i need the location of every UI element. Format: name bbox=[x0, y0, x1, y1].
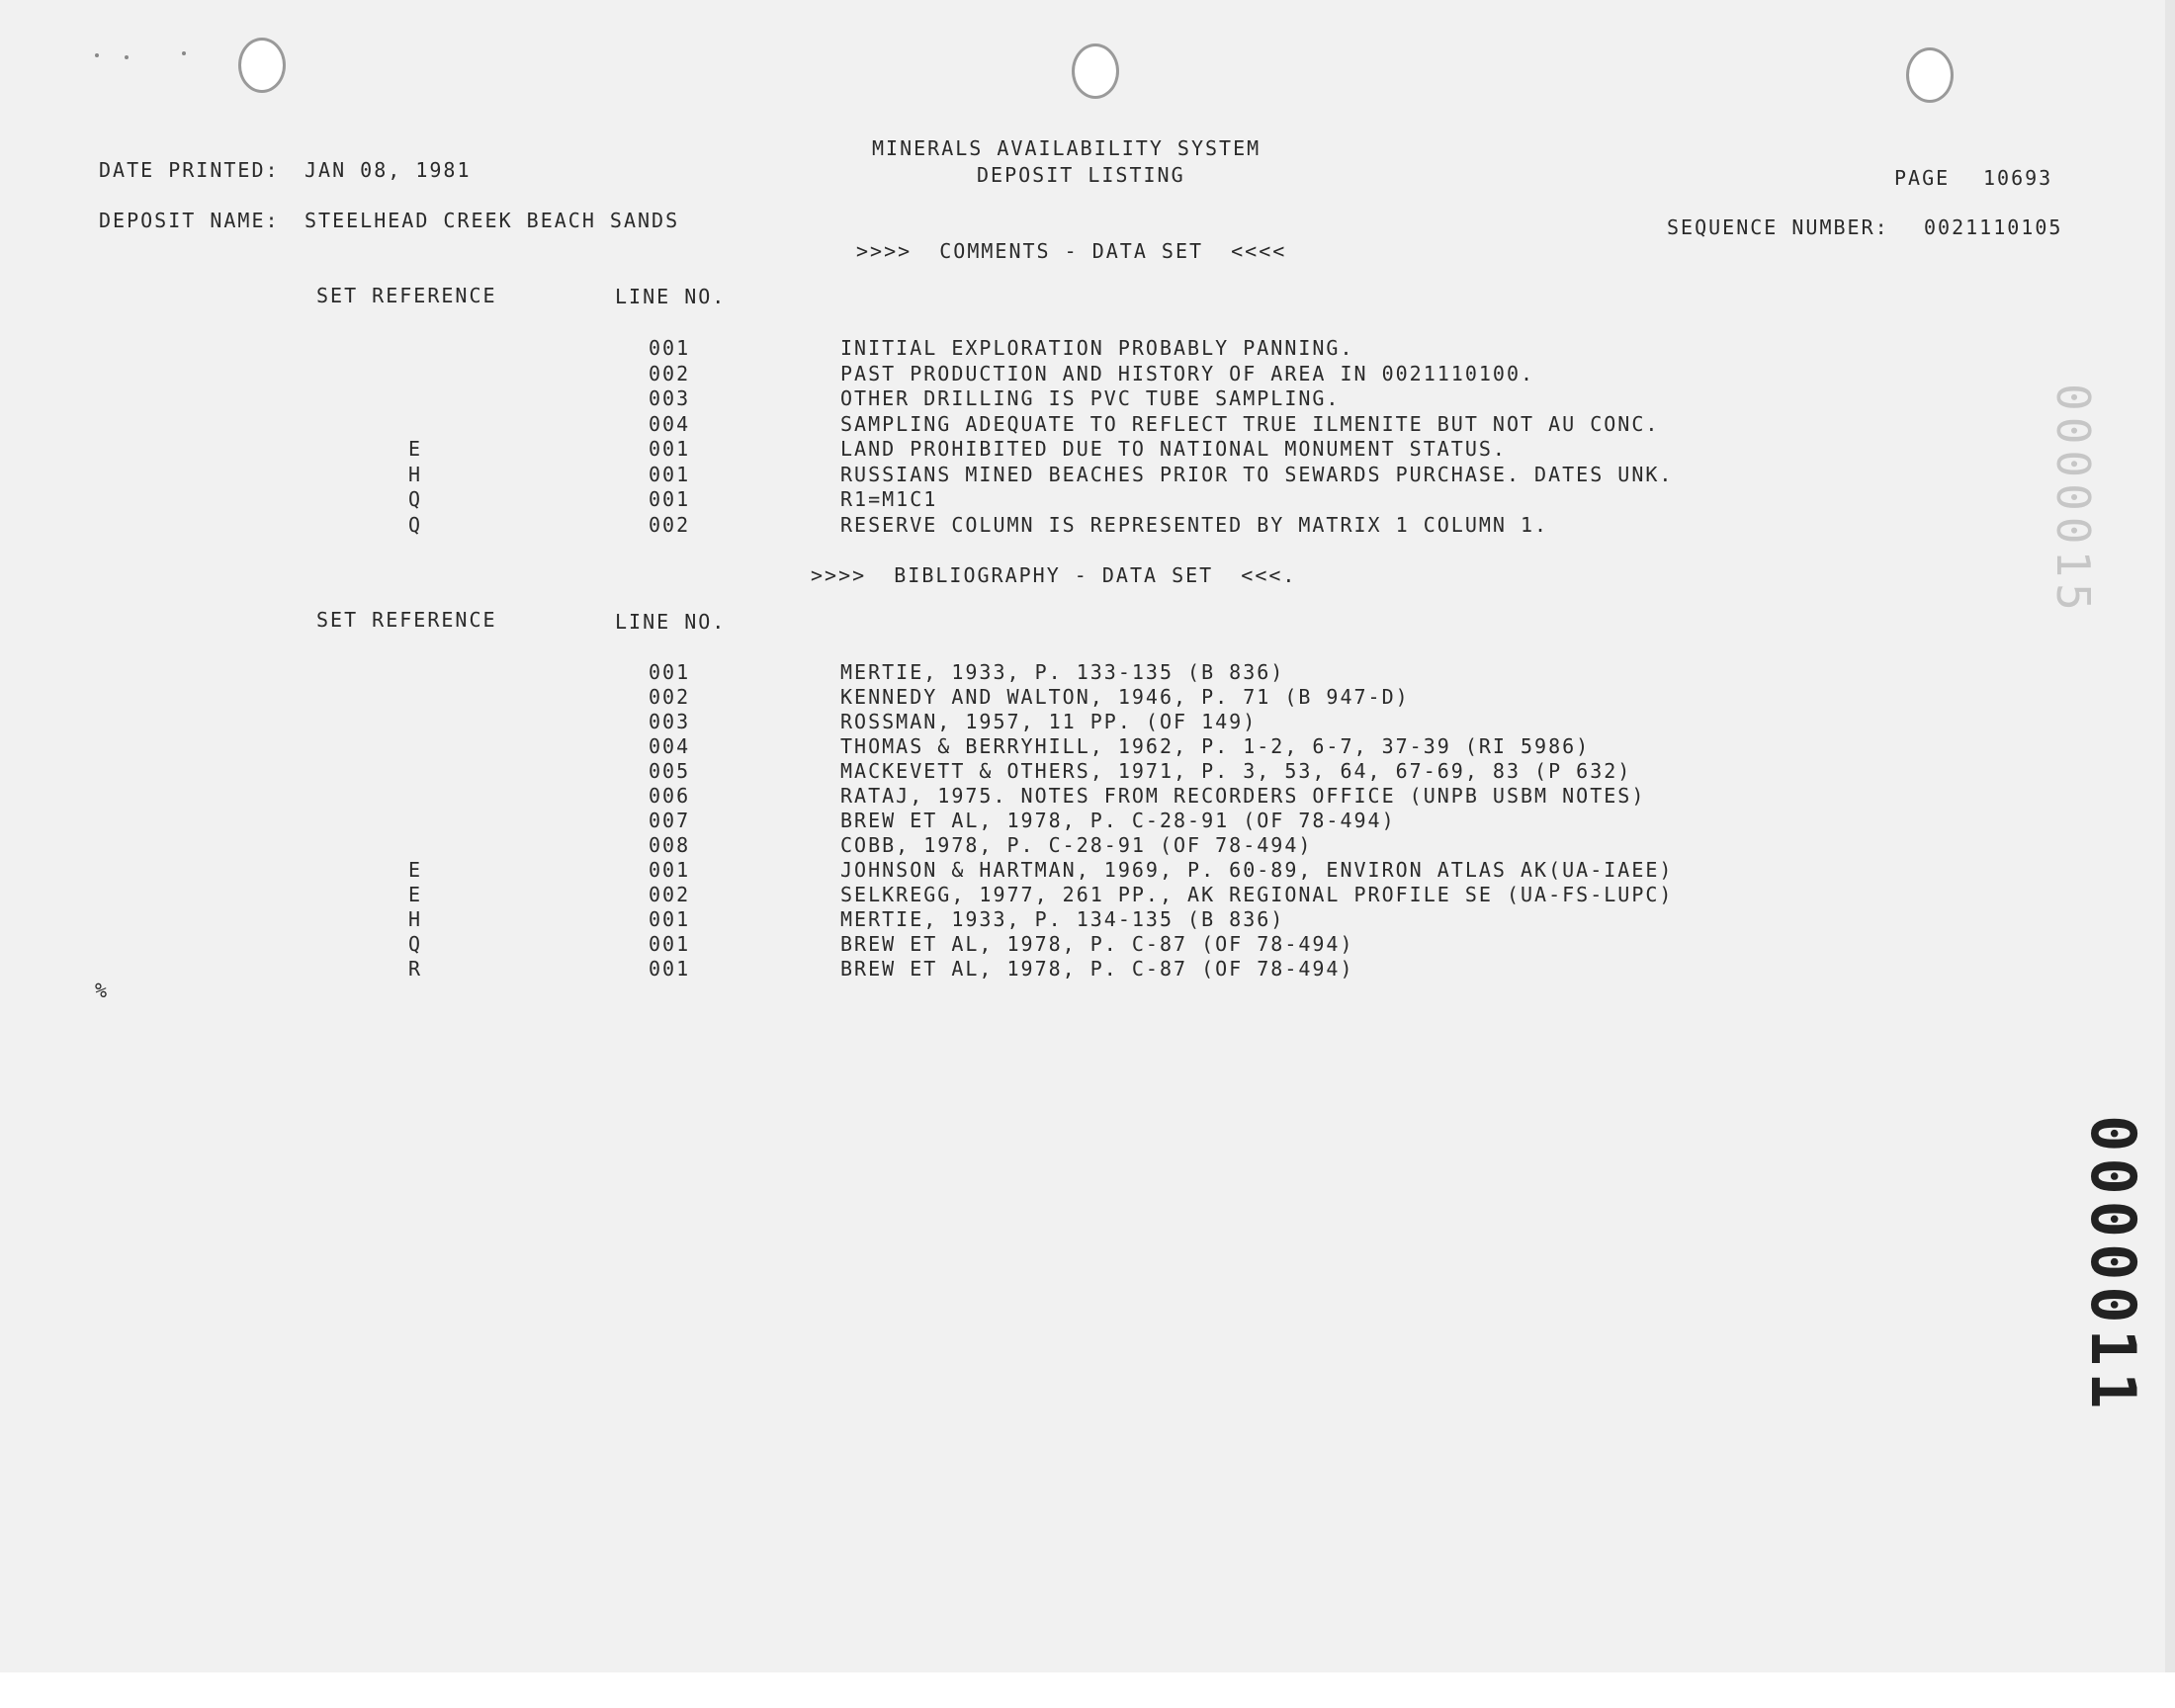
line-number-cell: 002 bbox=[649, 361, 691, 385]
table-row bbox=[0, 386, 2175, 411]
frame-number-stamp: 0000011 bbox=[2077, 1115, 2149, 1415]
table-row bbox=[0, 362, 2175, 386]
line-number-cell: 004 bbox=[649, 411, 691, 436]
entry-text-cell: SAMPLING ADEQUATE TO REFLECT TRUE ILMENITE BUT NOT AU CONC. bbox=[840, 411, 1660, 436]
binder-hole-left bbox=[238, 38, 286, 93]
entry-text-cell: RATAJ, 1975. NOTES FROM RECORDERS OFFICE (UNPB USBM NOTES) bbox=[840, 784, 1646, 808]
table-row bbox=[0, 957, 2175, 982]
comments-col-set-reference: SET REFERENCE bbox=[316, 284, 497, 307]
line-number-cell: 001 bbox=[649, 932, 691, 956]
entry-text-cell: INITIAL EXPLORATION PROBABLY PANNING. bbox=[840, 336, 1354, 360]
bibliography-col-set-reference: SET REFERENCE bbox=[316, 608, 497, 632]
table-row bbox=[0, 833, 2175, 858]
entry-text-cell: OTHER DRILLING IS PVC TUBE SAMPLING. bbox=[840, 386, 1341, 410]
comments-col-line-no: LINE NO. bbox=[615, 285, 727, 308]
entry-text-cell: RESERVE COLUMN IS REPRESENTED BY MATRIX 1 COLUMN 1. bbox=[840, 512, 1549, 537]
entry-text-cell: COBB, 1978, P. C-28-91 (OF 78-494) bbox=[840, 833, 1313, 857]
line-number-cell: 007 bbox=[649, 809, 691, 832]
line-number-cell: 001 bbox=[649, 487, 691, 511]
table-row bbox=[0, 784, 2175, 809]
deposit-name-label: DEPOSIT NAME: bbox=[99, 209, 280, 232]
date-printed-value: JAN 08, 1981 bbox=[304, 158, 472, 182]
entry-text-cell: KENNEDY AND WALTON, 1946, P. 71 (B 947-D) bbox=[840, 685, 1410, 709]
entry-text-cell: MERTIE, 1933, P. 133-135 (B 836) bbox=[840, 660, 1285, 684]
set-reference-cell: E bbox=[407, 437, 423, 461]
entry-text-cell: THOMAS & BERRYHILL, 1962, P. 1-2, 6-7, 37-39 (RI 5986) bbox=[840, 734, 1591, 758]
line-number-cell: 008 bbox=[649, 833, 691, 857]
date-printed-label: DATE PRINTED: bbox=[99, 158, 280, 182]
set-reference-cell: Q bbox=[407, 487, 423, 511]
bibliography-col-line-no: LINE NO. bbox=[615, 610, 727, 634]
table-row bbox=[0, 809, 2175, 833]
entry-text-cell: MERTIE, 1933, P. 134-135 (B 836) bbox=[840, 907, 1285, 931]
entry-text-cell: BREW ET AL, 1978, P. C-87 (OF 78-494) bbox=[840, 932, 1354, 956]
table-row bbox=[0, 710, 2175, 734]
table-row bbox=[0, 463, 2175, 487]
entry-text-cell: ROSSMAN, 1957, 11 PP. (OF 149) bbox=[840, 710, 1258, 733]
page-label: PAGE bbox=[1894, 166, 1951, 190]
listing-title: DEPOSIT LISTING bbox=[977, 163, 1185, 187]
faint-frame-number-stamp: 0000015 bbox=[2046, 384, 2100, 617]
table-row bbox=[0, 734, 2175, 759]
line-number-cell: 005 bbox=[649, 759, 691, 783]
bibliography-section-title: >>>> BIBLIOGRAPHY - DATA SET <<<. bbox=[811, 563, 1297, 587]
line-number-cell: 003 bbox=[649, 386, 691, 410]
table-row bbox=[0, 858, 2175, 883]
line-number-cell: 001 bbox=[649, 660, 691, 684]
set-reference-cell: H bbox=[407, 462, 423, 486]
comments-section-title: >>>> COMMENTS - DATA SET <<<< bbox=[856, 239, 1287, 263]
table-row bbox=[0, 932, 2175, 957]
set-reference-cell: E bbox=[407, 883, 423, 906]
entry-text-cell: LAND PROHIBITED DUE TO NATIONAL MONUMENT STATUS. bbox=[840, 437, 1507, 461]
line-number-cell: 001 bbox=[649, 437, 691, 461]
sequence-number-label: SEQUENCE NUMBER: bbox=[1667, 215, 1889, 239]
page-number: 10693 bbox=[1983, 166, 2053, 190]
page-edge bbox=[2165, 0, 2175, 1708]
entry-text-cell: MACKEVETT & OTHERS, 1971, P. 3, 53, 64, 67-69, 83 (P 632) bbox=[840, 759, 1632, 783]
table-row bbox=[0, 685, 2175, 710]
line-number-cell: 001 bbox=[649, 336, 691, 360]
line-number-cell: 002 bbox=[649, 883, 691, 906]
line-number-cell: 001 bbox=[649, 907, 691, 931]
set-reference-cell: E bbox=[407, 858, 423, 882]
table-row bbox=[0, 513, 2175, 538]
line-number-cell: 002 bbox=[649, 685, 691, 709]
set-reference-cell: R bbox=[407, 957, 423, 981]
scan-margin bbox=[0, 1672, 2175, 1708]
table-row bbox=[0, 487, 2175, 512]
table-row bbox=[0, 907, 2175, 932]
table-row bbox=[0, 759, 2175, 784]
table-row bbox=[0, 412, 2175, 437]
line-number-cell: 001 bbox=[649, 957, 691, 981]
entry-text-cell: SELKREGG, 1977, 261 PP., AK REGIONAL PROFILE SE (UA-FS-LUPC) bbox=[840, 883, 1674, 906]
sequence-number-value: 0021110105 bbox=[1924, 215, 2063, 239]
speck bbox=[125, 55, 129, 59]
set-reference-cell: Q bbox=[407, 512, 423, 537]
line-number-cell: 003 bbox=[649, 710, 691, 733]
binder-hole-center bbox=[1072, 43, 1119, 99]
entry-text-cell: JOHNSON & HARTMAN, 1969, P. 60-89, ENVIRON ATLAS AK(UA-IAEE) bbox=[840, 858, 1674, 882]
entry-text-cell: PAST PRODUCTION AND HISTORY OF AREA IN 0021110100. bbox=[840, 361, 1535, 385]
line-number-cell: 002 bbox=[649, 512, 691, 537]
table-row bbox=[0, 883, 2175, 907]
entry-text-cell: BREW ET AL, 1978, P. C-28-91 (OF 78-494) bbox=[840, 809, 1396, 832]
speck bbox=[95, 53, 99, 57]
speck bbox=[182, 51, 186, 55]
deposit-name-value: STEELHEAD CREEK BEACH SANDS bbox=[304, 209, 680, 232]
line-number-cell: 001 bbox=[649, 462, 691, 486]
binder-hole-right bbox=[1906, 47, 1954, 103]
entry-text-cell: R1=M1C1 bbox=[840, 487, 938, 511]
table-row bbox=[0, 437, 2175, 462]
line-number-cell: 004 bbox=[649, 734, 691, 758]
set-reference-cell: Q bbox=[407, 932, 423, 956]
line-number-cell: 001 bbox=[649, 858, 691, 882]
system-title: MINERALS AVAILABILITY SYSTEM bbox=[872, 136, 1262, 160]
percent-mark: % bbox=[95, 979, 110, 1002]
entry-text-cell: BREW ET AL, 1978, P. C-87 (OF 78-494) bbox=[840, 957, 1354, 981]
table-row bbox=[0, 336, 2175, 361]
entry-text-cell: RUSSIANS MINED BEACHES PRIOR TO SEWARDS PURCHASE. DATES UNK. bbox=[840, 462, 1674, 486]
set-reference-cell: H bbox=[407, 907, 423, 931]
table-row bbox=[0, 660, 2175, 685]
line-number-cell: 006 bbox=[649, 784, 691, 808]
